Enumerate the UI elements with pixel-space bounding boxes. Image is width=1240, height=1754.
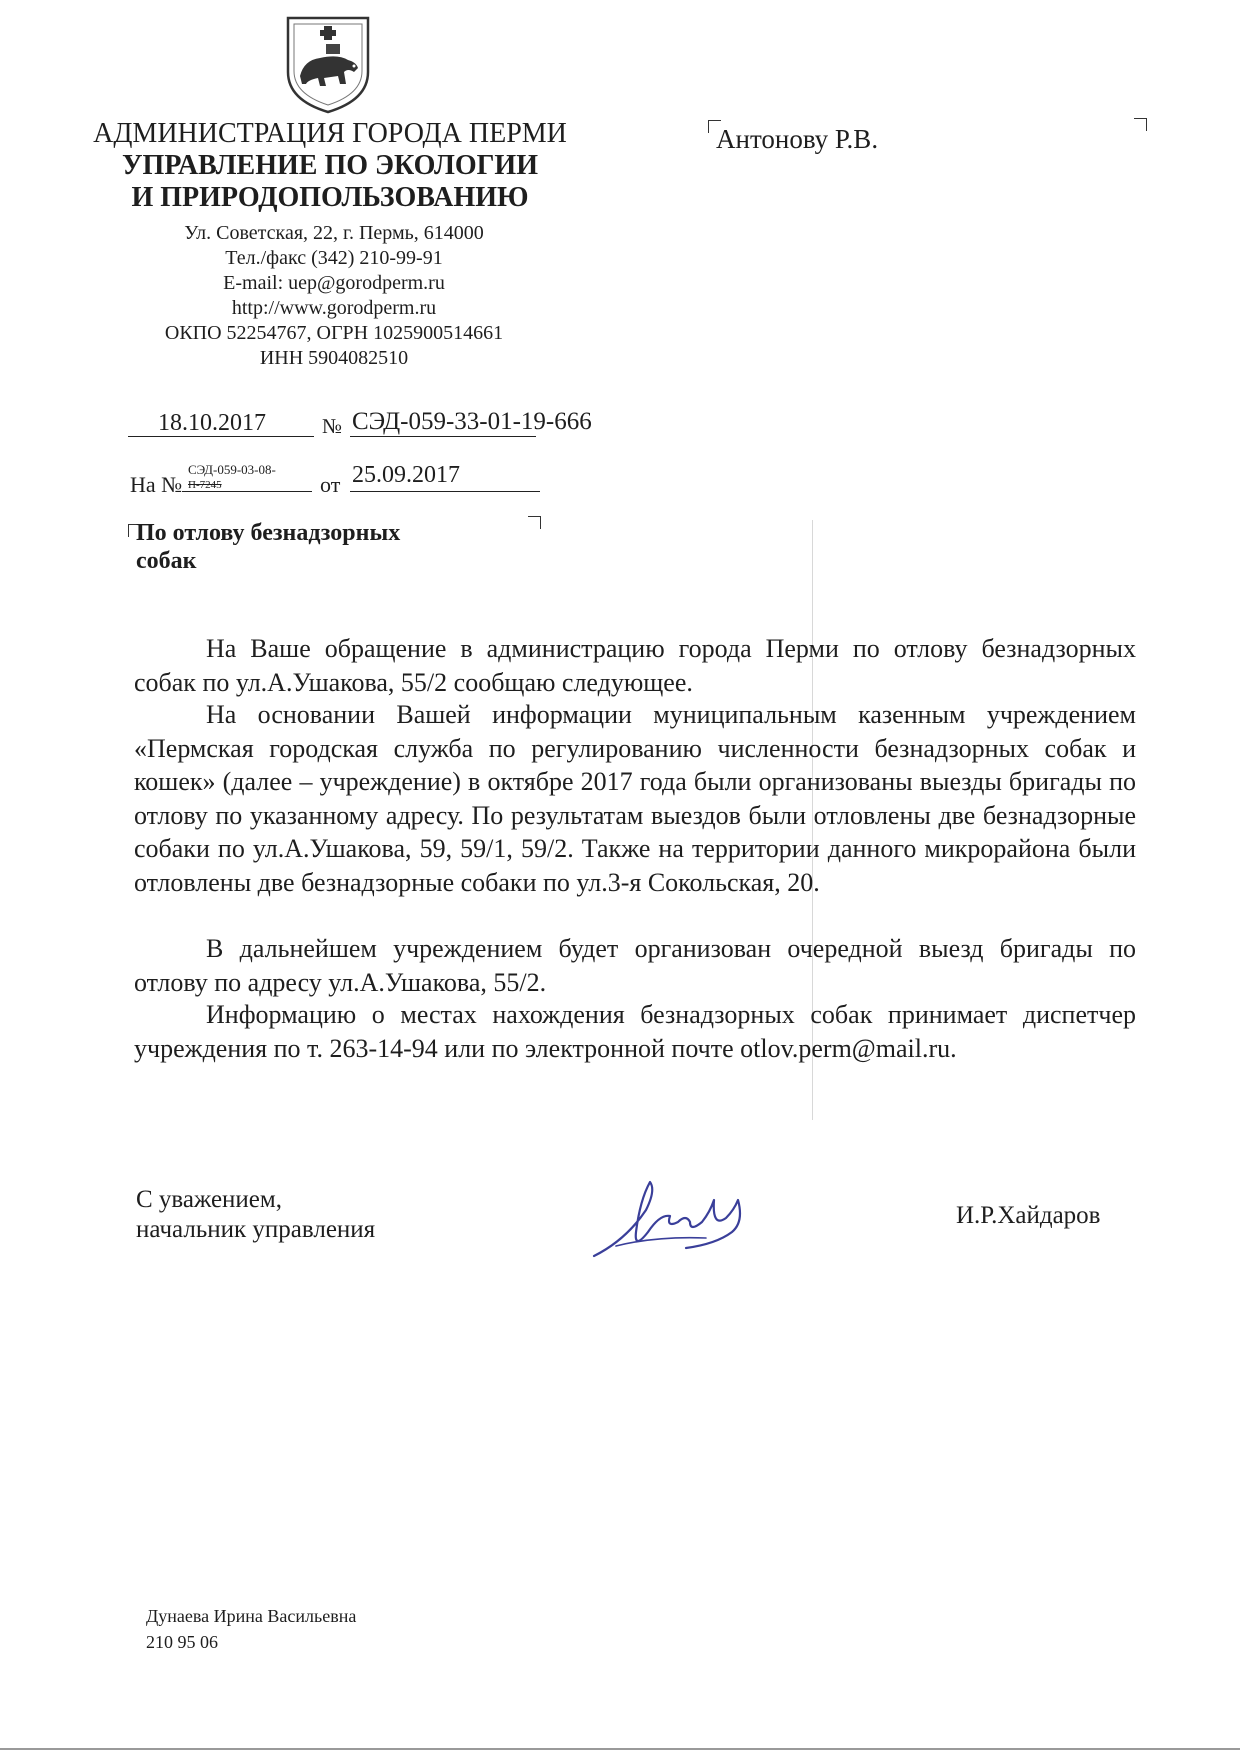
signatory-position: начальник управления [136,1216,376,1243]
reg-number-prefix: № [322,414,343,438]
org-inn: ИНН 5904082510 [259,347,409,369]
reg-number-underline [350,436,536,437]
reg-date: 18.10.2017 [158,410,266,436]
subject-corner-right [528,516,541,529]
body-paragraph-3: В дальнейшем учреждением будет организован очередной выезд бригады по отлову по адресу ул.А.Ушакова, 55/2. [134,934,1136,997]
body-paragraph-4: Информацию о местах нахождения безнадзорных собак принимает диспетчер учреждения по т. 263-14-94 или по электронной почте otlov.perm@mail.ru. [134,1000,1136,1063]
reg-number: СЭД-059-33-01-19-666 [352,408,592,435]
org-dept-title-line2: И ПРИРОДОПОЛЬЗОВАНИЮ [131,182,529,213]
signatory-name: И.Р.Хайдаров [956,1202,1101,1229]
body-paragraph-2: На основании Вашей информации муниципальным казенным учреждением «Пермская городская служба по регулированию численности безнадзорных собак и кошек» (далее – учреждение) в октябре 2017 года были организованы выезды бригады по отлову по указанному адресу. По результатам выездов были отловлены две безнадзорные собаки по ул.А.Ушакова, 59, 59/1, 59/2. Также на территории данного микрорайона были отловлены две безнадзорные собаки по ул.3-я Сокольская, 20. [134,700,1136,897]
org-address: Ул. Советская, 22, г. Пермь, 614000 [184,222,484,244]
org-website: http://www.gorodperm.ru [231,297,437,319]
reg-date-underline [128,436,314,437]
subject-line2: собак [136,548,197,574]
org-codes: ОКПО 52254767, ОГРН 1025900514661 [164,322,504,344]
org-admin-title: АДМИНИСТРАЦИЯ ГОРОДА ПЕРМИ [93,118,567,149]
org-dept-title-line1: УПРАВЛЕНИЕ ПО ЭКОЛОГИИ [121,150,538,181]
subject-line1: По отлову безнадзорных [136,520,401,546]
executor-name: Дунаева Ирина Васильевна [146,1606,357,1626]
reply-date-underline [350,491,540,492]
page-bottom-edge [0,1748,1240,1750]
body-paragraph-1: На Ваше обращение в администрацию города Перми по отлову безнадзорных собак по ул.А.Ушакова, 55/2 сообщаю следующее. [134,634,1136,697]
closing-phrase: С уважением, [136,1186,282,1213]
reply-number-line1: СЭД-059-03-08- [188,462,276,477]
reply-prefix: На № [130,472,183,497]
reply-number-line2: П-7245 [188,479,222,491]
coat-of-arms-bear-icon [282,14,374,114]
reply-from: от [320,472,341,497]
recipient: Антонову Р.В. [716,124,879,154]
reply-date: 25.09.2017 [352,462,460,488]
recipient-corner-right [1134,118,1147,131]
handwritten-signature [586,1170,756,1270]
reply-number-underline [182,491,312,492]
executor-phone: 210 95 06 [146,1632,218,1652]
org-email: E-mail: uep@gorodperm.ru [223,272,445,294]
org-phone: Тел./факс (342) 210-99-91 [225,247,443,269]
